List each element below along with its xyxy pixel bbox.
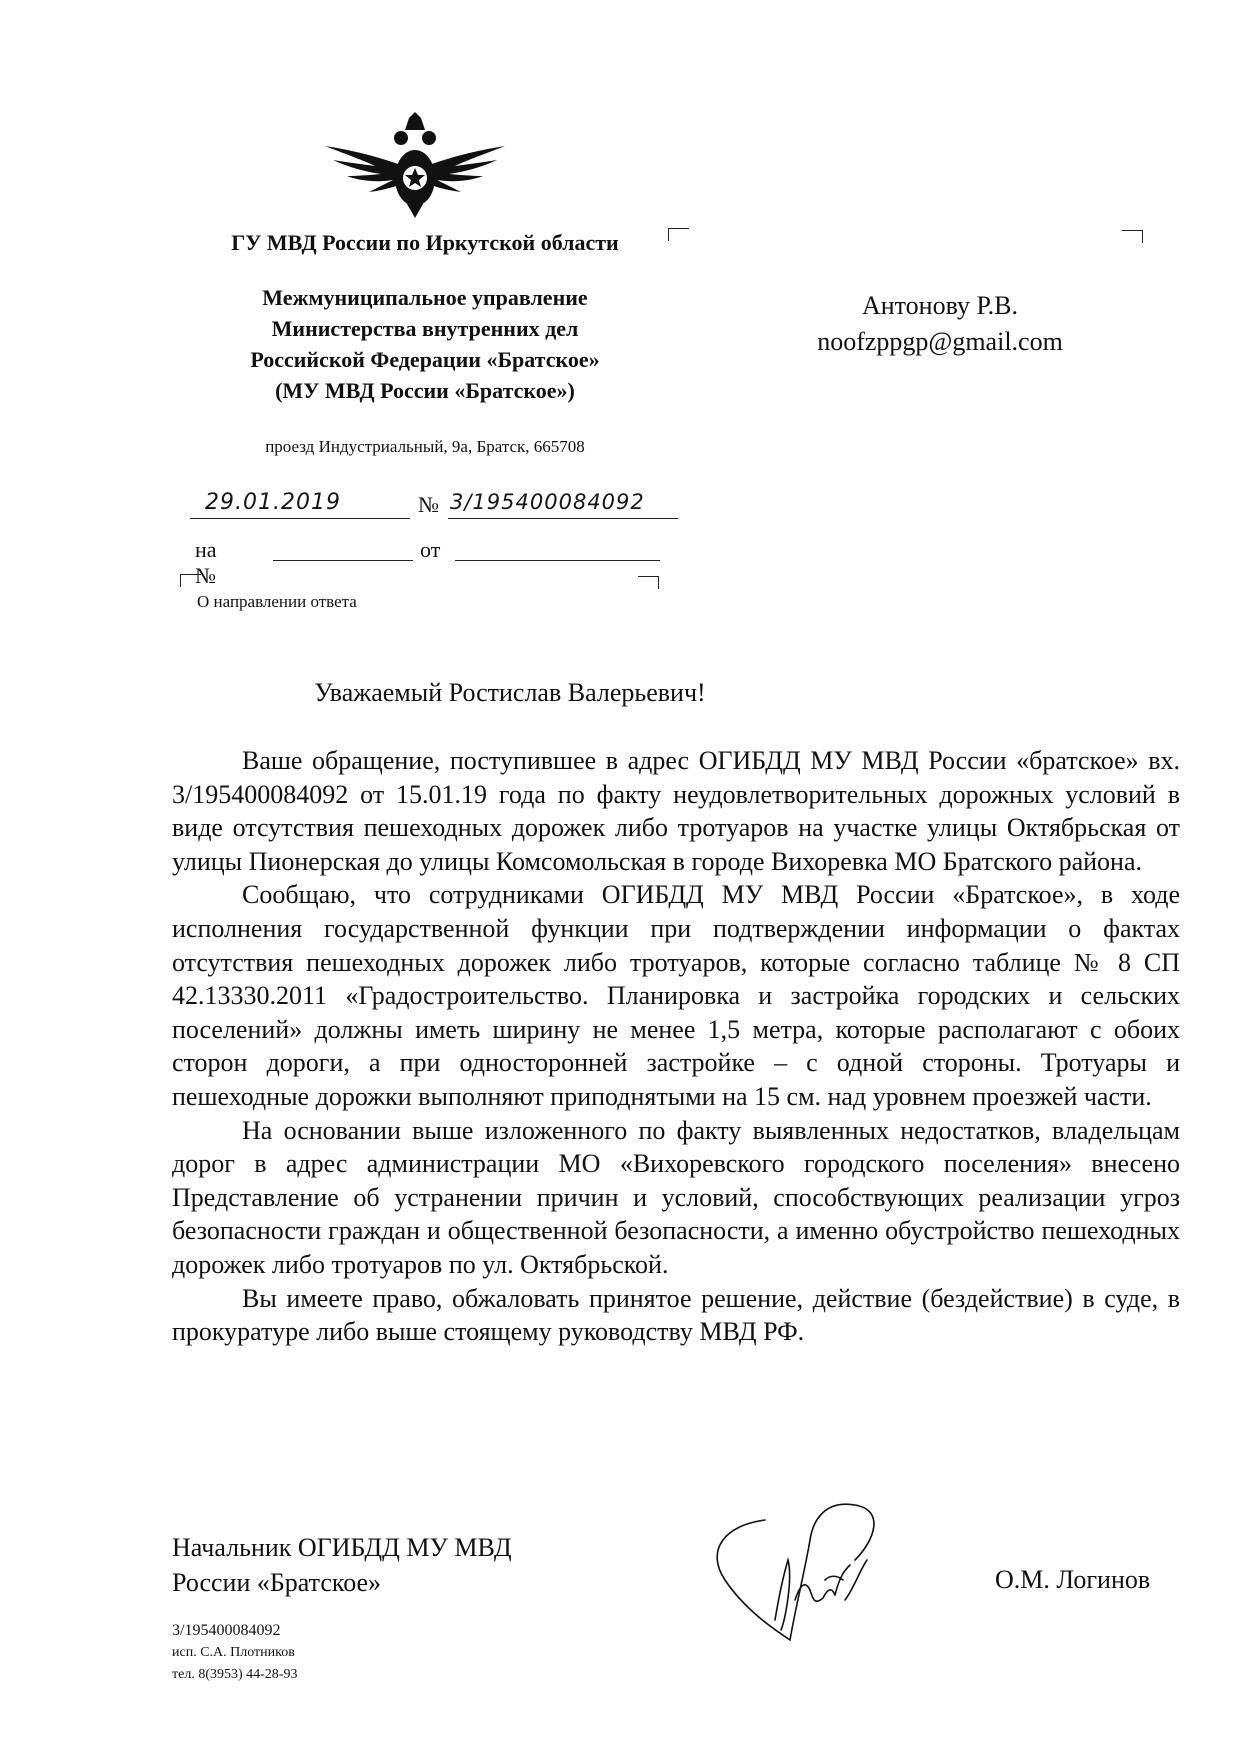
recipient-email: noofzppgp@gmail.com <box>817 327 1063 356</box>
body-paragraph: Сообщаю, что сотрудниками ОГИБДД МУ МВД России «Братское», в ходе исполнения государственной функции при подтверждении информации о фактах отсутствия пешеходных дорожек либо тротуаров, которые согласно таблице № 8 СП 42.13330.2011 «Градостроительство. Планировка и застройка городских и сельских поселений» должны иметь ширину не менее 1,5 метра, которые располагают с обоих сторон дороги, а при односторонней застройке – с одной стороны. Тротуары и пешеходные дорожки выполняют приподнятыми на 15 см. над уровнем проезжей части. <box>172 880 1180 1111</box>
signatory-name: О.М. Логинов <box>995 1565 1151 1594</box>
letter-subject: О направлении ответа <box>197 592 357 611</box>
from-underline <box>455 560 660 561</box>
ref-label: на № <box>195 537 217 588</box>
number-label: № <box>418 492 439 517</box>
signatory-title-line: России «Братское» <box>172 1568 382 1597</box>
dept-line: (МУ МВД России «Братское») <box>275 378 575 403</box>
recipient-block <box>770 288 1110 360</box>
issuer-address: проезд Индустриальный, 9а, Братск, 665708 <box>265 437 585 456</box>
corner-mark <box>668 228 689 241</box>
footer-executor: исп. С.А. Плотников <box>172 1645 295 1660</box>
issuer-org-name: ГУ МВД России по Иркутской области <box>231 230 619 255</box>
issuer-department <box>190 282 660 406</box>
number-underline <box>448 518 678 519</box>
document-footer <box>172 1620 297 1686</box>
body-paragraph: Ваше обращение, поступившее в адрес ОГИБДД МУ МВД России «братское» вх. 3/195400084092 от 15.01.19 года по факту неудовлетворительных дорожных условий в виде отсутствия пешеходных дорожек либо тротуаров на участке улицы Октябрьская от улицы Пионерская до улицы Комсомольская в городе Вихоревка МО Братского района. <box>172 746 1180 876</box>
footer-ref: 3/195400084092 <box>172 1622 281 1639</box>
corner-mark <box>638 576 659 589</box>
letter-body <box>172 744 1180 1349</box>
footer-phone: тел. 8(3953) 44-28-93 <box>172 1667 298 1682</box>
dept-line: Российской Федерации «Братское» <box>250 347 600 372</box>
body-paragraph: Вы имеете право, обжаловать принятое решение, действие (бездействие) в суде, в прокуратуре либо выше стоящему руководству МВД РФ. <box>172 1283 1180 1347</box>
date-underline <box>190 518 410 519</box>
registration-date: 29.01.2019 <box>205 490 341 515</box>
body-paragraph: На основании выше изложенного по факту выявленных недостатков, владельцам дорог в адрес администрации МО «Вихоревского городского поселения» внесено Представление об устранении причин и условий, способствующих реализации угроз безопасности граждан и общественной безопасности, а именно обустройство пешеходных дорожек либо тротуаров по ул. Октябрьской. <box>172 1115 1180 1279</box>
dept-line: Межмуниципальное управление <box>262 285 588 310</box>
dept-line: Министерства внутренних дел <box>271 316 579 341</box>
salutation: Уважаемый Ростислав Валерьевич! <box>314 678 706 707</box>
handwritten-signature <box>685 1480 915 1650</box>
ref-underline <box>273 560 413 561</box>
from-label: от <box>420 537 441 562</box>
signatory-title-line: Начальник ОГИБДД МУ МВД <box>172 1533 512 1562</box>
signatory-title <box>172 1530 512 1600</box>
issuer-organization <box>190 225 660 261</box>
registration-number: 3/195400084092 <box>450 490 645 514</box>
corner-mark <box>1122 230 1143 243</box>
recipient-name: Антонову Р.В. <box>861 291 1019 320</box>
mvd-emblem-icon <box>315 108 515 220</box>
